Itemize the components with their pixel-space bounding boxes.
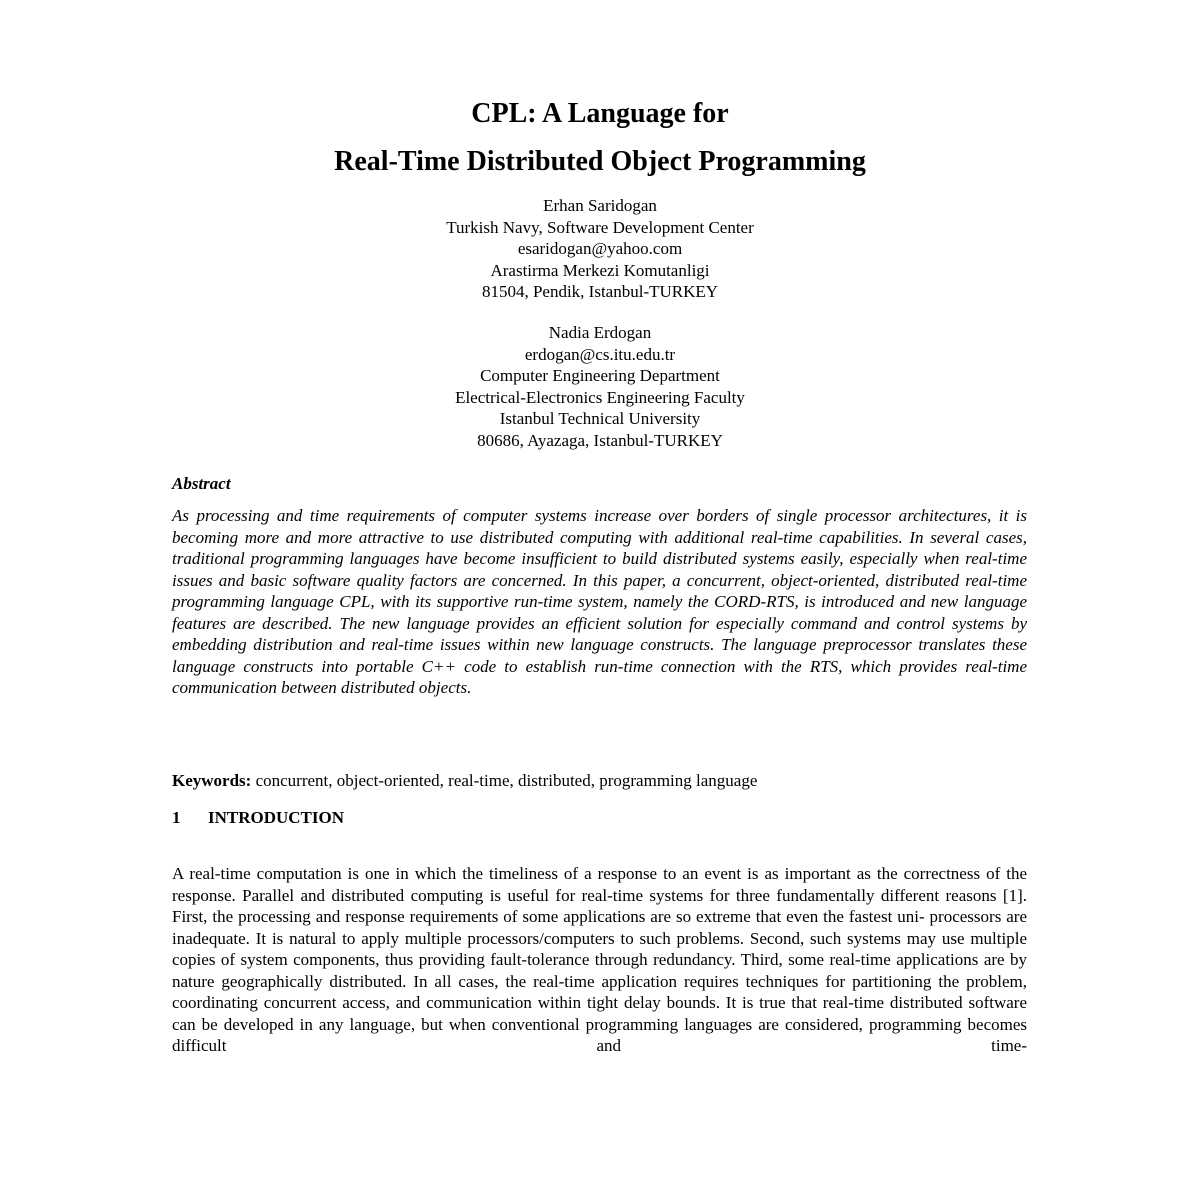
author-block-2	[0, 322, 1200, 451]
author-name: Erhan Saridogan	[543, 196, 657, 215]
author-address-line: Arastirma Merkezi Komutanligi	[490, 260, 710, 280]
section-heading-introduction	[172, 807, 344, 829]
author-block-1	[0, 195, 1200, 303]
abstract-heading: Abstract	[172, 474, 231, 493]
paper-title-line-2: Real-Time Distributed Object Programming	[334, 146, 866, 177]
section-number: 1	[172, 808, 181, 827]
author-address-line: 81504, Pendik, Istanbul-TURKEY	[481, 282, 719, 301]
introduction-paragraph: A real-time computation is one in which the timeliness of a response to an event is as important as the correctness of the response. Parallel and distributed computing is useful for real-time systems for three fundamentally different reasons [1]. First, the processing and response requirements of some applications are so extreme that even the fastest uni- processors are inadequate. It is natural to apply multiple processors/computers to such problems. Second, such systems may use multiple copies of system components, thus providing fault-tolerance through redundancy. Third, some real-time applications are by nature geographically distributed. In all cases, the real-time application requires techniques for partitioning the problem, coordinating concurrent access, and communication within tight delay bounds. It is true that real-time distributed software can be developed in any language, but when conventional programming languages are considered, programming becomes difficult and time-	[172, 864, 1027, 1055]
keywords-text: concurrent, object-oriented, real-time, distributed, programming language	[255, 771, 758, 790]
author-email: erdogan@cs.itu.edu.tr	[524, 344, 676, 364]
author-affiliation: Turkish Navy, Software Development Center	[446, 217, 754, 237]
author-name: Nadia Erdogan	[548, 323, 652, 342]
abstract-text: As processing and time requirements of computer systems increase over borders of single processor architectures, it is becoming more and more attractive to use distributed computing with additional real-time capabilities. In several cases, traditional programming languages have become insufficient to build distributed systems easily, especially when real-time issues and basic software quality factors are concerned. In this paper, a concurrent, object-oriented, distributed real-time programming language CPL, with its supportive run-time system, namely the CORD-RTS, is introduced and new language features are described. The new language provides an efficient solution for especially command and control systems by embedding distribution and real-time issues within new language constructs. The language preprocessor translates these language constructs into portable C++ code to establish run-time connection with the RTS, which provides real-time communication between distributed objects.	[172, 506, 1027, 697]
author-university: Istanbul Technical University	[499, 409, 701, 428]
keywords-line	[172, 770, 1027, 792]
author-faculty: Electrical-Electronics Engineering Faculty	[455, 387, 745, 407]
author-address-line: 80686, Ayazaga, Istanbul-TURKEY	[477, 430, 723, 450]
author-email: esaridogan@yahoo.com	[517, 239, 683, 258]
paper-title-line-1: CPL: A Language for	[471, 98, 729, 129]
author-department: Computer Engineering Department	[480, 366, 720, 385]
section-title: INTRODUCTION	[208, 808, 345, 827]
keywords-label: Keywords:	[172, 771, 252, 790]
